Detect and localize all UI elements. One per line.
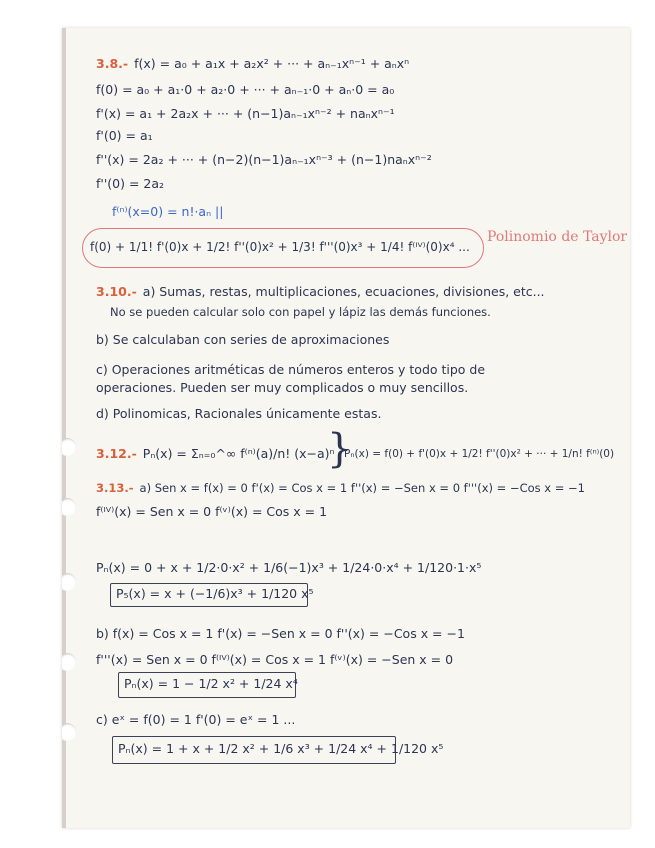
binder-hole [62,438,76,456]
sin-derivatives-cont: f⁽ᴵⱽ⁾(x) = Sen x = 0 f⁽ᵛ⁾(x) = Cos x = 1 [96,504,328,519]
answer-a-cont: No se pueden calcular solo con papel y lápiz las demás funciones. [110,305,491,319]
eq-line: f''(0) = 2a₂ [96,176,165,191]
taylor-note: Polinomio de Taylor [487,229,628,245]
answer-c: c) Operaciones aritméticas de números enteros y todo tipo de [96,362,486,377]
binder-hole [62,723,76,741]
binder-hole [62,498,76,516]
notebook-page [62,28,630,828]
eq-line: f(0) = a₀ + a₁·0 + a₂·0 + ··· + aₙ₋₁·0 + aₙ·0 = a₀ [96,82,395,97]
binder-hole [62,573,76,591]
cos-result: Pₙ(x) = 1 − 1/2 x² + 1/24 x⁴ [124,676,298,691]
sin-result: P₅(x) = x + (−1/6)x³ + 1/120 x⁵ [116,586,314,601]
page-margin [62,28,66,828]
cos-derivatives: b) f(x) = Cos x = 1 f'(x) = −Sen x = 0 f''(x) = −Cos x = −1 [96,626,465,641]
answer-c-cont: operaciones. Pueden ser muy complicados o muy sencillos. [96,380,469,395]
nth-derivative-result: f⁽ⁿ⁾(x=0) = n!·aₙ || [112,204,224,219]
eq-line: 3.8.- f(x) = a₀ + a₁x + a₂x² + ··· + aₙ₋₁xⁿ⁻¹ + aₙxⁿ [96,56,410,71]
answer-b: b) Se calculaban con series de aproximaciones [96,332,390,347]
taylor-sum: 3.12.- Pₙ(x) = Σₙ₌₀^∞ f⁽ⁿ⁾(a)/n! (x−a)ⁿ [96,446,335,461]
sin-polynomial: Pₙ(x) = 0 + x + 1/2·0·x² + 1/6(−1)x³ + 1/24·0·x⁴ + 1/120·1·x⁵ [96,560,482,575]
brace-mark: } [327,426,353,472]
taylor-series: f(0) + 1/1! f'(0)x + 1/2! f''(0)x² + 1/3! f'''(0)x³ + 1/4! f⁽ᴵⱽ⁾(0)x⁴ ... [90,240,470,254]
binder-hole [62,653,76,671]
exp-result: Pₙ(x) = 1 + x + 1/2 x² + 1/6 x³ + 1/24 x⁴ + 1/120 x⁵ [118,741,444,756]
cos-derivatives-cont: f'''(x) = Sen x = 0 f⁽ᴵⱽ⁾(x) = Cos x = 1 f⁽ᵛ⁾(x) = −Sen x = 0 [96,652,454,667]
answer-d: d) Polinomicas, Racionales únicamente estas. [96,406,382,421]
sin-derivatives: 3.13.- a) Sen x = f(x) = 0 f'(x) = Cos x = 1 f''(x) = −Sen x = 0 f'''(x) = −Cos x = −1 [96,481,585,495]
eq-line: f'(0) = a₁ [96,128,153,143]
eq-line: f''(x) = 2a₂ + ··· + (n−2)(n−1)aₙ₋₁xⁿ⁻³ + (n−1)naₙxⁿ⁻² [96,152,432,167]
eq-line: f'(x) = a₁ + 2a₂x + ··· + (n−1)aₙ₋₁xⁿ⁻² + naₙxⁿ⁻¹ [96,106,395,121]
answer-a: 3.10.- a) Sumas, restas, multiplicaciones, ecuaciones, divisiones, etc... [96,284,545,299]
exp-derivatives: c) eˣ = f(0) = 1 f'(0) = eˣ = 1 ... [96,712,296,727]
taylor-expansion: Pₙ(x) = f(0) + f'(0)x + 1/2! f''(0)x² + ··· + 1/n! f⁽ⁿ⁾(0) [344,448,615,460]
